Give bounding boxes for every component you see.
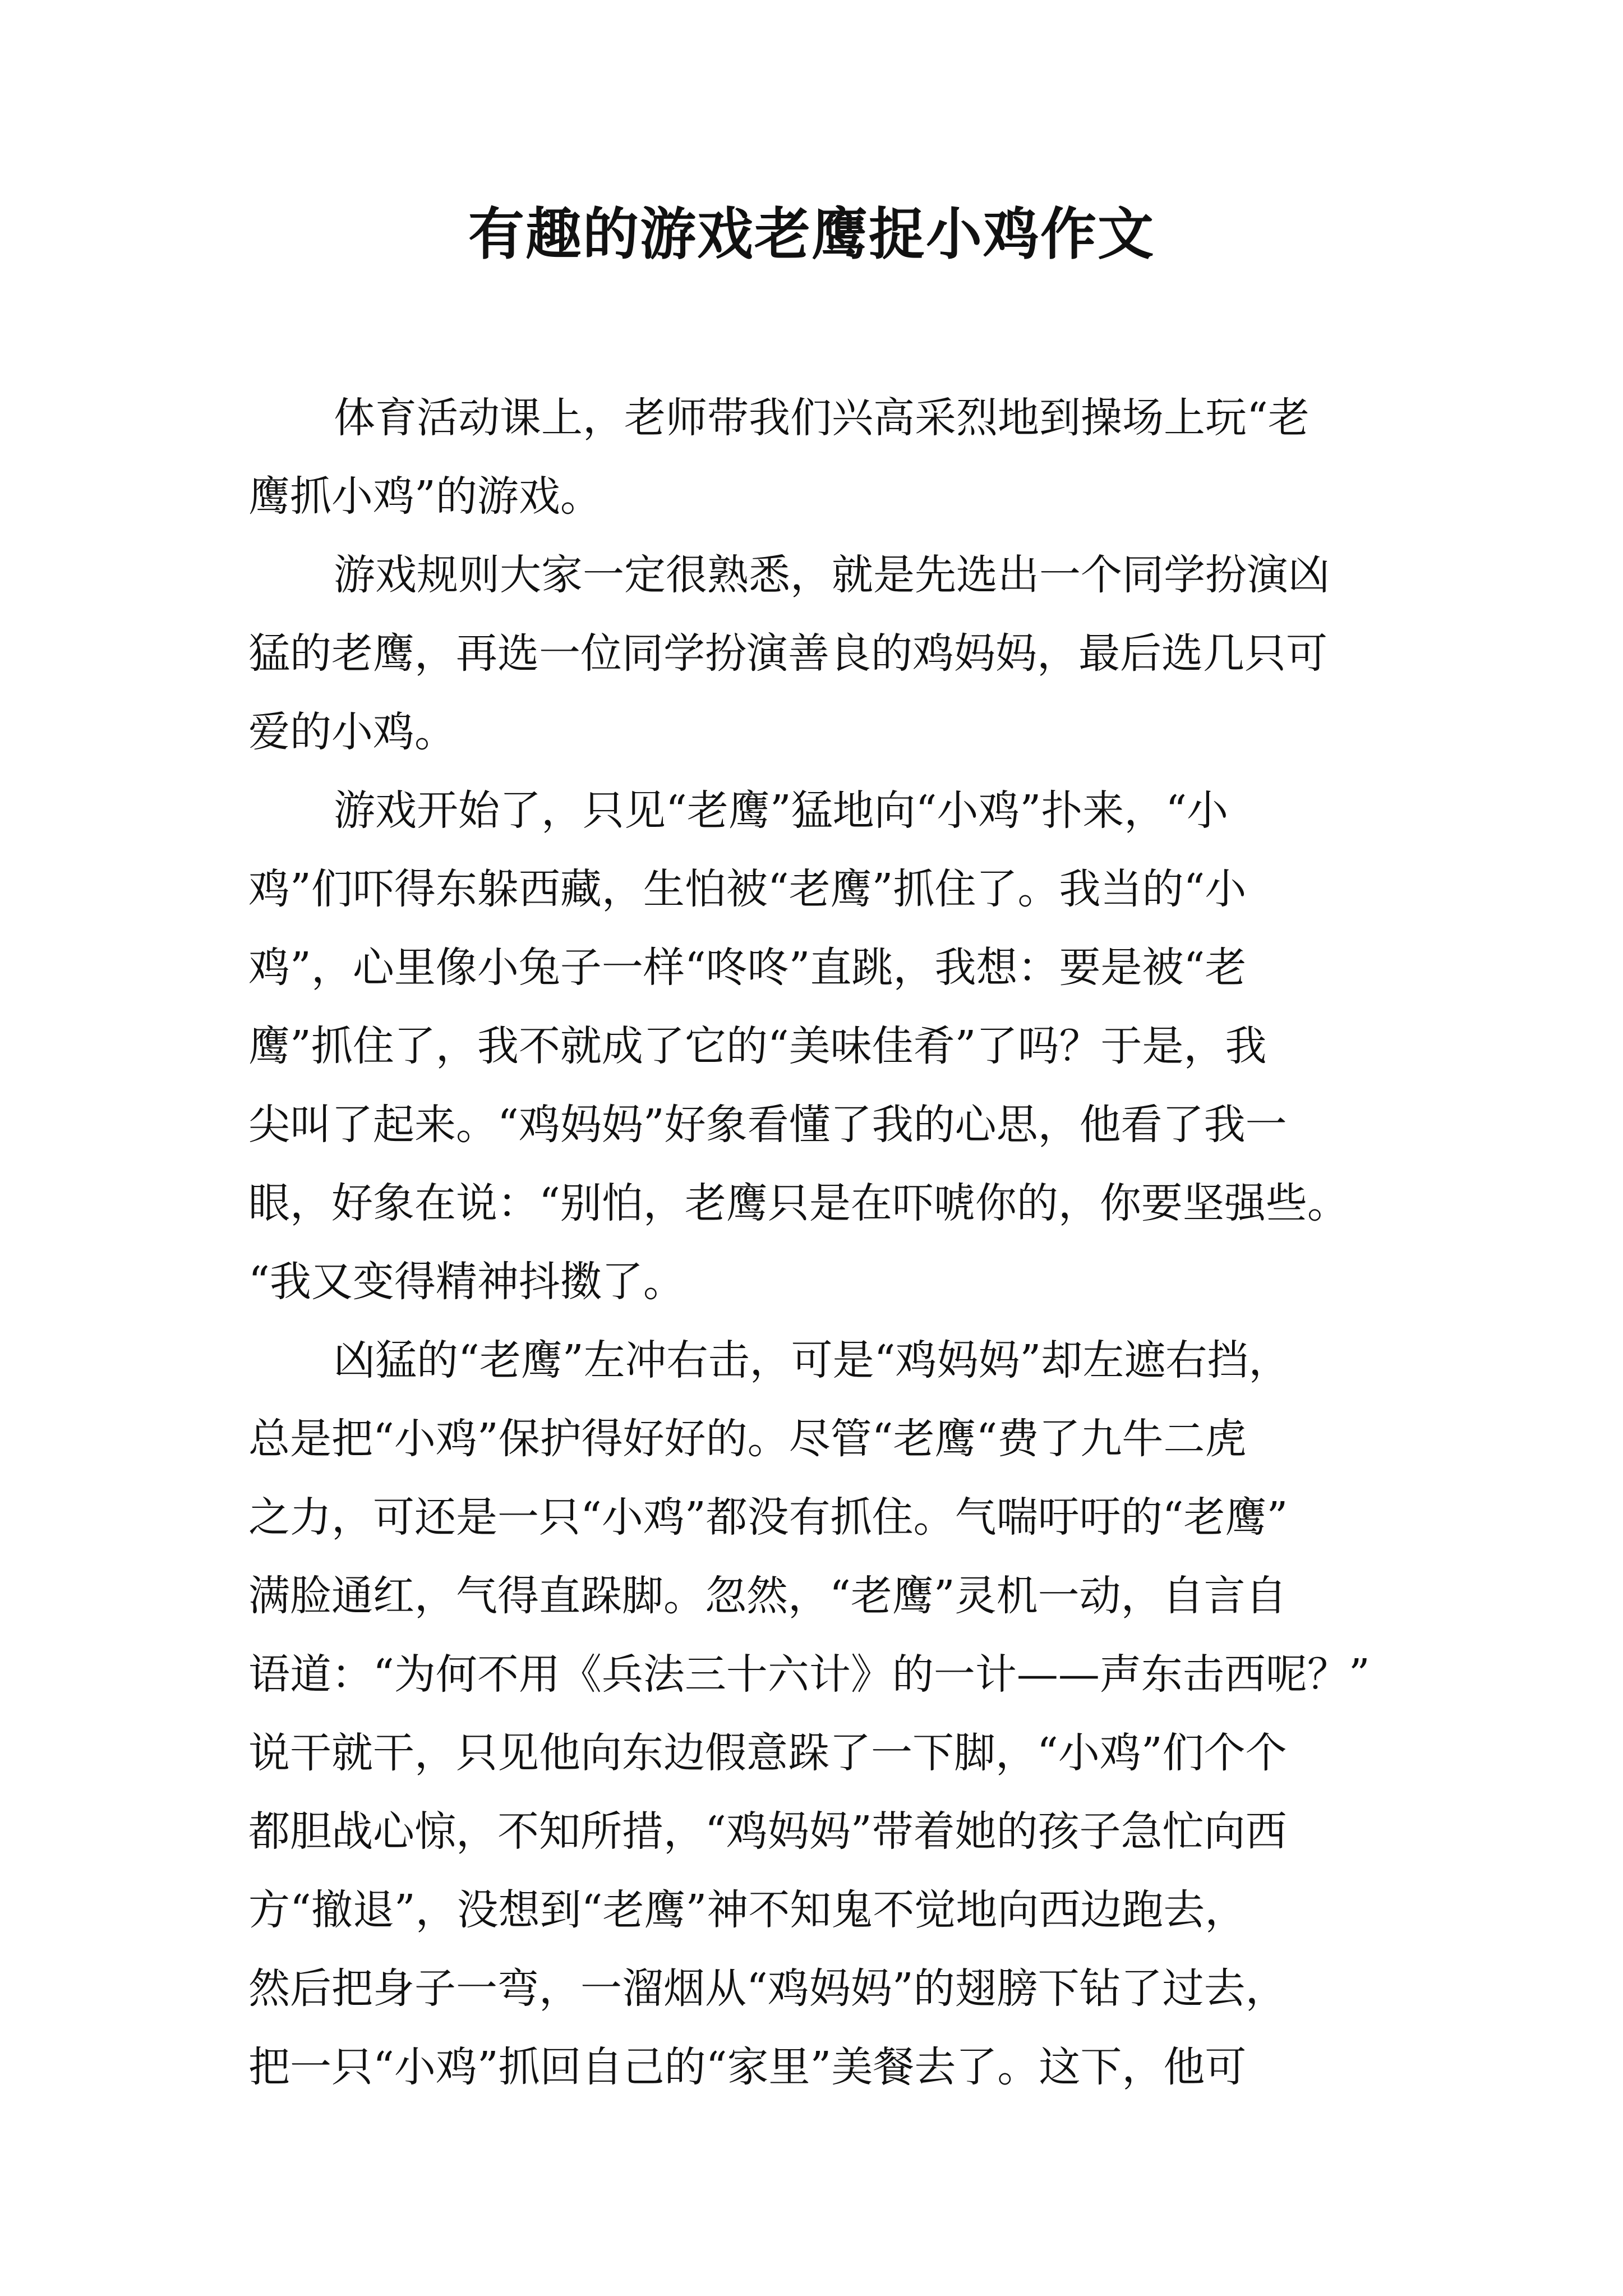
text-line: 鸡”们吓得东躲西藏，生怕被“老鹰”抓住了。我当的“小 bbox=[248, 865, 1247, 913]
text-line: “我又变得精神抖擞了。 bbox=[248, 1258, 685, 1306]
text-line: 鹰抓小鸡”的游戏。 bbox=[248, 472, 602, 521]
text-line: 说干就干，只见他向东边假意跺了一下脚，“小鸡”们个个 bbox=[248, 1729, 1287, 1777]
text-line: 爱的小鸡。 bbox=[248, 708, 456, 756]
document-body bbox=[248, 379, 1432, 2106]
text-line: 体育活动课上，老师带我们兴高采烈地到操场上玩“老 bbox=[334, 394, 1310, 442]
text-line: 总是把“小鸡”保护得好好的。尽管“老鹰“费了九牛二虎 bbox=[248, 1415, 1247, 1463]
text-line: 满脸通红，气得直跺脚。忽然，“老鹰”灵机一动，自言自 bbox=[248, 1572, 1287, 1620]
text-line: 把一只“小鸡”抓回自己的“家里”美餐去了。这下，他可 bbox=[248, 2043, 1247, 2091]
text-line: 都胆战心惊，不知所措，“鸡妈妈”带着她的孩子急忙向西 bbox=[248, 1807, 1287, 1856]
text-line: 游戏规则大家一定很熟悉，就是先选出一个同学扮演凶 bbox=[334, 551, 1330, 599]
text-line: 然后把身子一弯，一溜烟从“鸡妈妈”的翅膀下钻了过去， bbox=[248, 1964, 1287, 2013]
text-line: 尖叫了起来。“鸡妈妈”好象看懂了我的心思，他看了我一 bbox=[248, 1101, 1287, 1149]
text-line: 鸡”，心里像小兔子一样“咚咚”直跳，我想：要是被“老 bbox=[248, 944, 1247, 992]
text-line: 方“撤退”，没想到“老鹰”神不知鬼不觉地向西边跑去， bbox=[248, 1886, 1247, 1934]
document-title: 有趣的游戏老鹰捉小鸡作文 bbox=[468, 201, 1155, 267]
text-line: 游戏开始了，只见“老鹰”猛地向“小鸡”扑来，“小 bbox=[334, 786, 1229, 835]
text-line: 凶猛的“老鹰”左冲右击，可是“鸡妈妈”却左遮右挡， bbox=[334, 1336, 1290, 1384]
text-line: 之力，可还是一只“小鸡”都没有抓住。气喘吁吁的“老鹰” bbox=[248, 1493, 1288, 1542]
text-line: 鹰”抓住了，我不就成了它的“美味佳肴”了吗？于是，我 bbox=[248, 1022, 1267, 1070]
text-line: 眼，好象在说：“别怕，老鹰只是在吓唬你的，你要坚强些。 bbox=[248, 1179, 1349, 1227]
text-line: 猛的老鹰，再选一位同学扮演善良的鸡妈妈，最后选几只可 bbox=[248, 629, 1327, 678]
text-line: 语道：“为何不用《兵法三十六计》的一计——声东击西呢？” bbox=[248, 1650, 1370, 1699]
